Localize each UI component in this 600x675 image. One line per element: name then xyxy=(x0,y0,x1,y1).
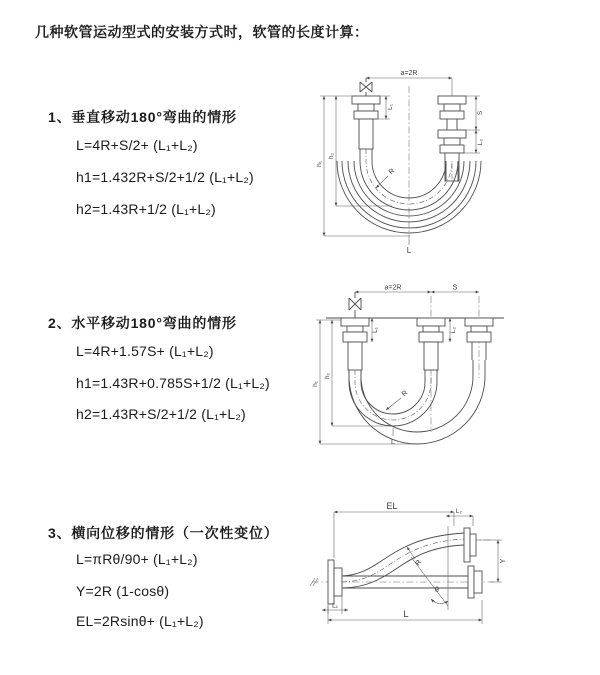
dim-label-s: S xyxy=(452,284,458,292)
section-2-heading: 2、水平移动180°弯曲的情形 xyxy=(48,315,237,331)
angle-construction xyxy=(411,526,448,610)
dim-label-h1: h₁ xyxy=(312,381,319,387)
dim-label-r: R xyxy=(400,389,410,399)
formula-line: h1=1.432R+S/2+1/2 (L₁+L₂) xyxy=(76,169,254,185)
page-title: 几种软管运动型式的安装方式时，软管的长度计算： xyxy=(35,24,369,40)
dimension-l2 xyxy=(446,508,473,526)
formula-line: L=4R+1.57S+ (L₁+L₂) xyxy=(76,343,214,359)
hose-s-curve xyxy=(342,533,464,588)
dim-label-l: L xyxy=(403,609,409,619)
formula-line: L=4R+S/2+ (L₁+L₂) xyxy=(76,137,198,153)
left-flange xyxy=(328,560,342,604)
dimension-l2 xyxy=(464,130,484,153)
left-flange-fitting xyxy=(341,318,369,370)
hose-braid xyxy=(348,342,362,370)
dimension-l-total xyxy=(328,600,482,624)
dim-label-l-total: L xyxy=(406,246,412,255)
right-flange-fitting-upper xyxy=(438,96,466,130)
formula-line: Y=2R (1-cosθ) xyxy=(76,583,170,599)
dim-label-s: S xyxy=(477,110,484,116)
formula-line: L=πRθ/90+ (L₁+L₂) xyxy=(76,551,198,567)
dim-label-h2: h₂ xyxy=(324,372,331,380)
dim-label-el: EL xyxy=(386,501,398,511)
length-label xyxy=(391,428,395,446)
section-3-heading: 3、横向位移的情形（一次性变位） xyxy=(48,525,279,541)
dim-label-r: R xyxy=(387,167,397,177)
dim-label-l2: L₂ xyxy=(450,326,457,334)
formula-line: h1=1.43R+0.785S+1/2 (L₁+L₂) xyxy=(76,375,270,391)
dim-label-l1: L₁ xyxy=(332,602,338,610)
dimension-l2 xyxy=(450,318,457,342)
dim-label-h1: h₁ xyxy=(316,161,323,167)
radius-leader xyxy=(386,390,409,410)
dim-label-l1: L₁ xyxy=(372,327,379,333)
dim-label-h2: h₂ xyxy=(328,152,335,160)
dimension-l1 xyxy=(372,318,379,342)
hose-braid xyxy=(424,342,438,370)
radius-leader xyxy=(376,168,396,188)
dim-label-r: R xyxy=(414,558,424,568)
hose-braid xyxy=(359,119,373,149)
diagram-lateral-displacement xyxy=(298,500,598,655)
section-1-heading: 1、垂直移动180°弯曲的情形 xyxy=(48,109,237,125)
formula-line: EL=2Rsinθ+ (L₁+L₂) xyxy=(76,613,204,629)
dimension-top-a2r xyxy=(355,285,431,293)
dim-label-a2r: a=2R xyxy=(400,70,418,77)
dim-label-theta: θ xyxy=(435,587,439,594)
diagram-vertical-180-bend xyxy=(314,66,599,256)
dim-label-l2: L₂ xyxy=(455,508,463,515)
right-pipe-fitting xyxy=(468,566,482,598)
dimension-s xyxy=(466,96,484,130)
dimension-top-s xyxy=(431,285,479,293)
formula-line: h2=1.43R+S/2+1/2 (L₁+L₂) xyxy=(76,406,246,422)
middle-flange-fitting xyxy=(417,318,445,370)
dim-label-y: Y xyxy=(500,558,507,564)
hose-u-bend-current xyxy=(349,370,437,426)
dim-label-l1: L₁ xyxy=(387,104,394,110)
dimension-l1 xyxy=(322,596,348,614)
dim-label-a2r: a=2R xyxy=(384,284,402,292)
dim-label-l-total: L xyxy=(391,439,395,446)
length-label xyxy=(407,238,412,255)
right-flange-fitting-lower xyxy=(438,130,466,181)
left-flange-fitting xyxy=(352,96,380,149)
valve-icon xyxy=(360,78,372,96)
hose-u-bend-moved xyxy=(349,360,485,444)
dim-label-l2: L₂ xyxy=(477,138,484,146)
top-right-flange xyxy=(464,528,476,562)
diagram-horizontal-180-bend xyxy=(308,282,598,457)
valve-icon xyxy=(349,292,361,318)
formula-line: h2=1.43R+1/2 (L₁+L₂) xyxy=(76,201,216,217)
